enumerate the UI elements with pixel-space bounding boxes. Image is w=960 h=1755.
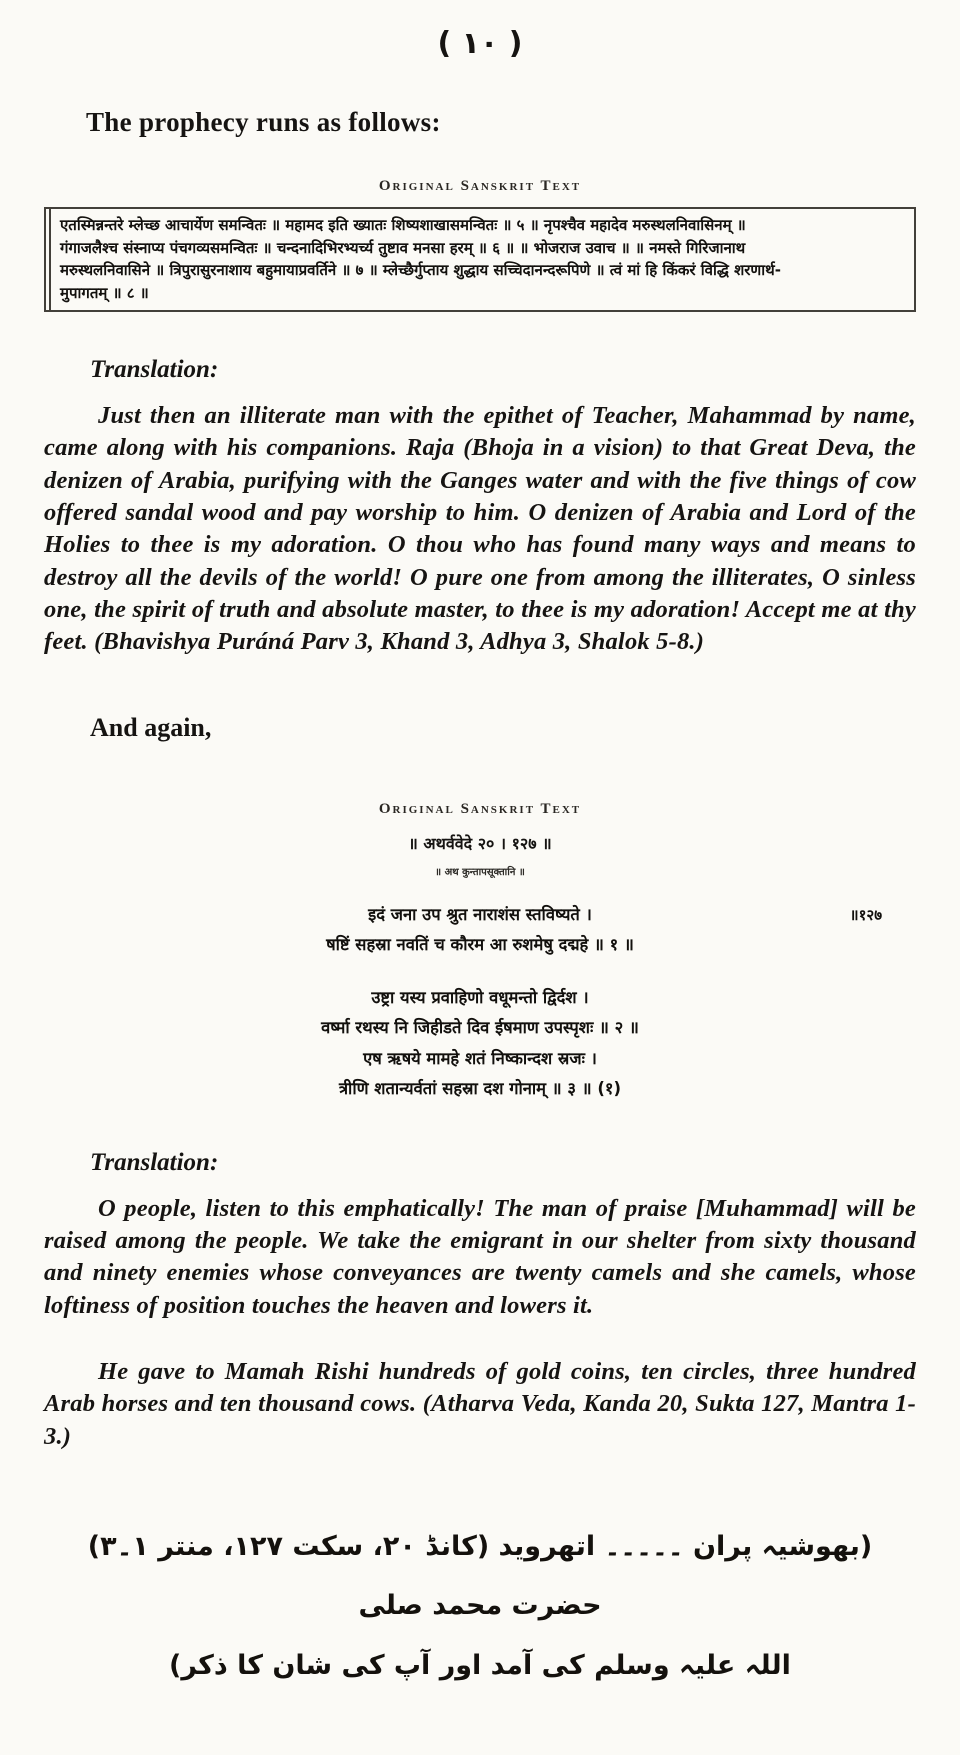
verse-line-5: एष ऋषये मामहे शतं निष्कान्दश स्रजः । xyxy=(363,1048,597,1068)
verse-gap xyxy=(44,961,916,983)
sanskrit-line-3: मरुस्थलनिवासिने ॥ त्रिपुरासुरनाशाय बहुमायाप्रवर्तिने ॥ ७ ॥ म्लेच्छैर्गुप्ताय शुद्धाय सच्चिदानन्दरूपिणे ॥ त्वं मां हि किंकरं विद्धि शरणार्थ- xyxy=(60,261,781,279)
translation-paragraph-atharva-2: He gave to Mamah Rishi hundreds of gold coins, ten circles, three hundred Arab horses and ten thousand cows. (Atharva Veda, Kanda 20, Sukta 127, Mantra 1-3.) xyxy=(44,1358,916,1450)
original-sanskrit-text-heading-1: Original Sanskrit Text xyxy=(378,178,582,194)
sukta-subtitle: ॥ अथ कुन्तापसूक्तानि ॥ xyxy=(435,866,525,878)
translation-label-2: Translation: xyxy=(90,1148,219,1176)
urdu-footnote xyxy=(44,1517,916,1695)
translation-paragraph-bhavishya: Just then an illiterate man with the epithet of Teacher, Mahammad by name, came along with his companions. Raja (Bhoja in a vision) to that Great Deva, the denizen of Arabia, purifying with the Ganges water and with the five things of cow offered sandal wood and pay worship to him. O denizen of Arabia and Lord of the Holies to thee is my adoration. O thou who has found many ways and means to destroy all the devils of the world! O pure one from among the illiterates, O sinless one, the spirit of truth and absolute master, to thee is my adoration! Accept me at thy feet. (Bhavishya Puráná Parv 3, Khand 3, Adhya 3, Shalok 5-8.) xyxy=(44,402,916,656)
verse-line-4: वर्ष्मा रथस्य नि जिहीडते दिव ईषमाण उपस्पृशः ॥ २ ॥ xyxy=(321,1018,639,1038)
sanskrit-line-1: एतस्मिन्नन्तरे म्लेच्छ आचार्येण समन्वितः ॥ महामद इति ख्यातः शिष्यशाखासमन्वितः ॥ ५ ॥ नृपश्चैव महादेव मरुस्थलनिवासिनम् ॥ xyxy=(60,216,746,234)
verse-line-3: उष्ट्रा यस्य प्रवाहिणो वधूमन्तो द्विर्दश । xyxy=(371,987,589,1007)
verse-line-2: षष्टिं सहस्रा नवतिं च कौरम आ रुशमेषु दद्महे ॥ १ ॥ xyxy=(326,935,634,955)
verse-block xyxy=(44,900,916,1105)
prophecy-intro-text: The prophecy runs as follows: xyxy=(86,107,441,137)
sanskrit-line-2: गंगाजलैश्च संस्नाप्य पंचगव्यसमन्वितः ॥ चन्दनादिभिरभ्यर्च्य तुष्टाव मनसा हरम् ॥ ६ ॥ ॥ भोजराज उवाच ॥ ॥ नमस्ते गिरिजानाथ xyxy=(60,238,746,257)
page-number: ( ۱۰ ) xyxy=(437,26,523,61)
veda-reference: ॥ अथर्ववेदे २० । १२७ ॥ xyxy=(408,833,552,853)
and-again-text: And again, xyxy=(90,712,212,742)
verse-line-6: त्रीणि शतान्यर्वतां सहस्रा दश गोनाम् ॥ ३ ॥ (१) xyxy=(338,1079,622,1099)
sanskrit-text-box xyxy=(44,207,916,312)
sanskrit-line-4: मुपागतम् ॥ ८ ॥ xyxy=(60,283,149,302)
original-sanskrit-text-heading-2: Original Sanskrit Text xyxy=(378,800,582,817)
verse-line-1: इदं जना उप श्रुत नाराशंस स्तविष्यते । xyxy=(368,904,592,924)
translation-label-1: Translation: xyxy=(90,356,219,383)
urdu-line-1: (بھوشیہ پران ۔۔۔۔۔ اتھروید (کانڈ ۲۰، سکت ۱۲۷، منتر ۱۔۳) حضرت محمد صلی xyxy=(87,1531,873,1622)
urdu-line-2: اللہ علیہ وسلم کی آمد اور آپ کی شان کا ذکر) xyxy=(169,1649,791,1681)
translation-paragraph-atharva-1: O people, listen to this emphatically! The man of praise [Muhammad] will be raised among the people. We take the emigrant in our shelter from sixty thousand and ninety enemies whose conveyances are twenty camels and she camels, whose loftiness of position touches the heaven and lowers it. xyxy=(44,1194,916,1319)
verse-number-marker: ॥१२७ xyxy=(849,905,882,924)
